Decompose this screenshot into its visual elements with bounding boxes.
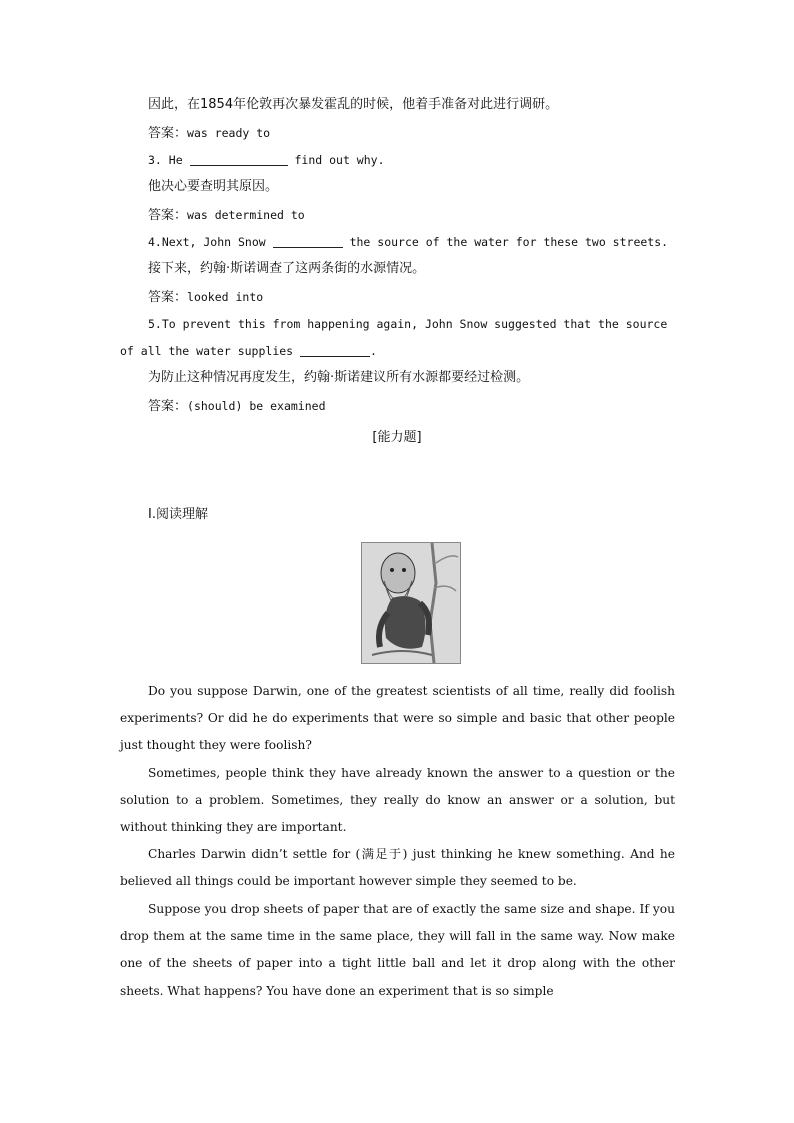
answer-text: looked into [187,290,264,304]
answer-label: 答案： [148,126,188,141]
exercise-translation-2: 因此，在1854年伦敦再次暴发霍乱的时候，他着手准备对此进行调研。 [148,97,559,112]
question-4-end: the source of the water for these two streets. [349,235,669,249]
answer-4 [148,289,263,306]
translation-3: 他决心要查明其原因。 [148,179,279,194]
question-4-start: 4.Next, John Snow [148,235,266,249]
passage-paragraph-1: Do you suppose Darwin, one of the greatest scientists of all time, really did foolish experiments? Or did he do experiments that were so simple and basic that other people just thought they were foolish? [120,684,675,753]
answer-label: 答案： [148,208,188,223]
translation-5: 为防止这种情况再度发生，约翰·斯诺建议所有水源都要经过检测。 [148,370,530,385]
question-3-start: 3. He [148,153,183,167]
translation-4: 接下来，约翰·斯诺调查了这两条街的水源情况。 [148,261,426,276]
answer-text: (should) be examined [187,399,326,413]
question-3-end: find out why. [294,153,385,167]
question-5-end: . [370,344,377,358]
blank-field [190,153,288,166]
answer-label: 答案： [148,290,188,305]
blank-field [273,235,343,248]
part-heading: Ⅰ.阅读理解 [148,507,208,522]
question-4 [148,234,668,250]
passage-paragraph-2: Sometimes, people think they have already known the answer to a question or the solution to a problem. Sometimes, they really do know an answer or a solution, but without thinking they are important. [120,766,675,835]
blank-field [300,344,370,357]
question-5-line-2 [120,343,377,359]
question-5-line-1: 5.To prevent this from happening again, John Snow suggested that the source [148,317,668,331]
answer-5 [148,398,326,415]
answer-2 [148,125,270,142]
answer-3 [148,207,305,224]
question-5-line-2-start: of all the water supplies [120,344,294,358]
question-3 [148,152,385,168]
passage-paragraph-4: Suppose you drop sheets of paper that are of exactly the same size and shape. If you drop them at the same time in the same place, they will fall in the same way. Now make one of the sheets of paper into a tight little ball and let it drop along with the other sheets. What happens? You have done an experiment that is so simple [120,902,675,998]
answer-text: was determined to [187,208,305,222]
passage-paragraph-3: Charles Darwin didn’t settle for (满足于) just thinking he knew something. And he believed all things could be important however simple they seemed to be. [120,847,675,889]
answer-label: 答案： [148,399,188,414]
section-title: [能力题] [372,430,422,445]
answer-text: was ready to [187,126,271,140]
darwin-caricature-image [361,542,461,664]
